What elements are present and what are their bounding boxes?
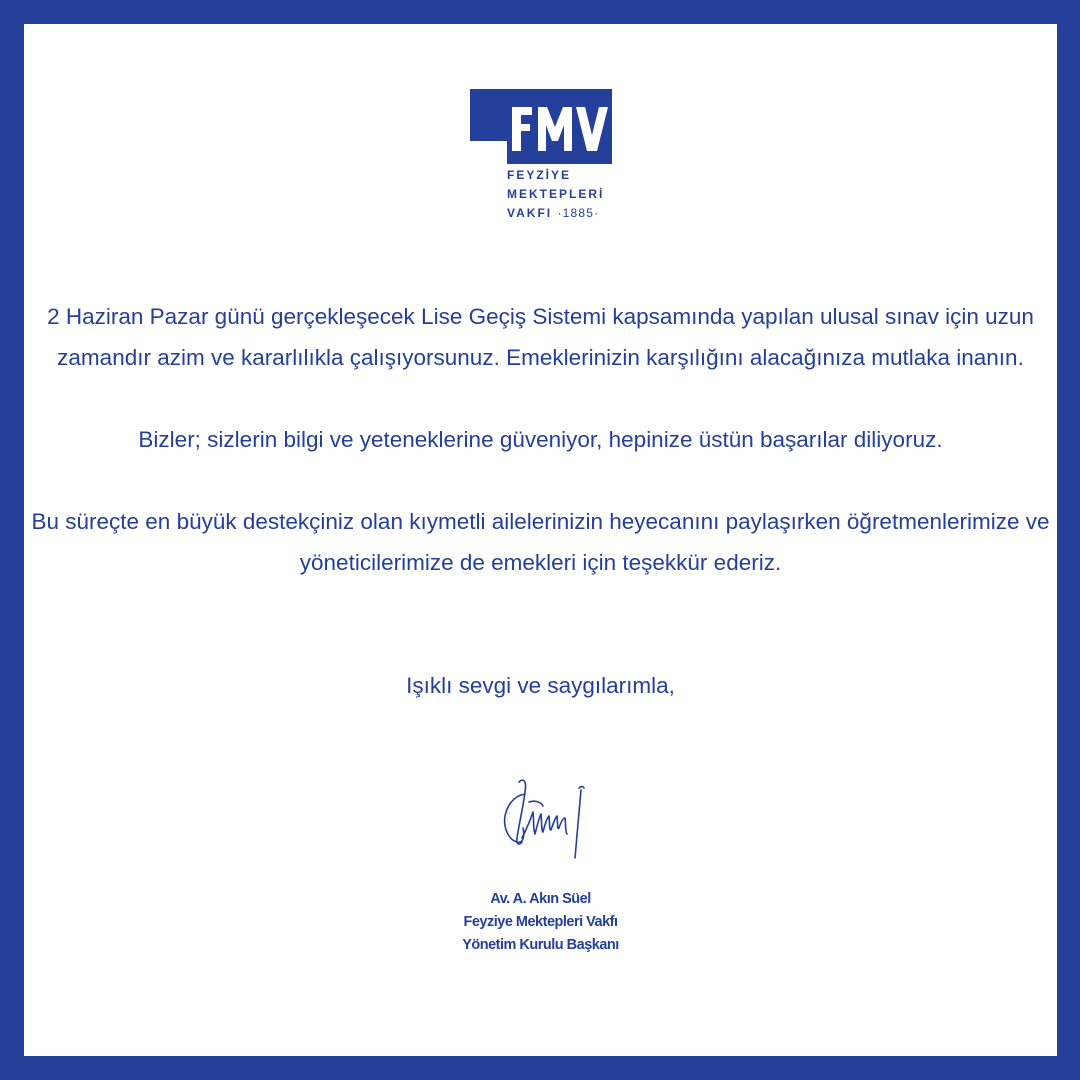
letter-body	[24, 296, 1057, 583]
letter-card	[24, 24, 1057, 1056]
signature-image	[489, 772, 599, 864]
fmv-logo-mark	[470, 89, 612, 164]
logo-line-mektepleri: MEKTEPLERİ	[507, 187, 605, 201]
fmv-logo-text	[507, 166, 612, 223]
logo-year: ·1885·	[557, 206, 600, 220]
letter-paragraph-2: Bizler; sizlerin bilgi ve yeteneklerine güveniyor, hepinize üstün başarılar diliyoruz.	[138, 427, 943, 452]
logo-line-vakfi	[507, 204, 612, 223]
logo-vakfi-word: VAKFI	[507, 206, 553, 220]
letter-paragraph-3: Bu süreçte en büyük destekçiniz olan kıymetli ailelerinizin heyecanını paylaşırken öğretmenlerimize ve yöneticilerimize de emekleri için teşekkür ederiz.	[31, 509, 1050, 575]
signer-organization: Feyziye Mektepleri Vakfı	[463, 914, 618, 930]
fmv-logo	[470, 89, 612, 244]
signer-title: Yönetim Kurulu Başkanı	[462, 937, 619, 953]
signer-block	[24, 888, 1057, 957]
letter-paragraph-1: 2 Haziran Pazar günü gerçekleşecek Lise Geçiş Sistemi kapsamında yapılan ulusal sınav için uzun zamandır azim ve kararlılıkla çalışıyorsunuz. Emeklerinizin karşılığını alacağınıza mutlaka inanın.	[47, 304, 1034, 370]
signer-name: Av. A. Akın Süel	[490, 891, 591, 907]
letter-closing: Işıklı sevgi ve saygılarımla,	[406, 673, 675, 698]
logo-line-feyziye: FEYZİYE	[507, 168, 572, 182]
